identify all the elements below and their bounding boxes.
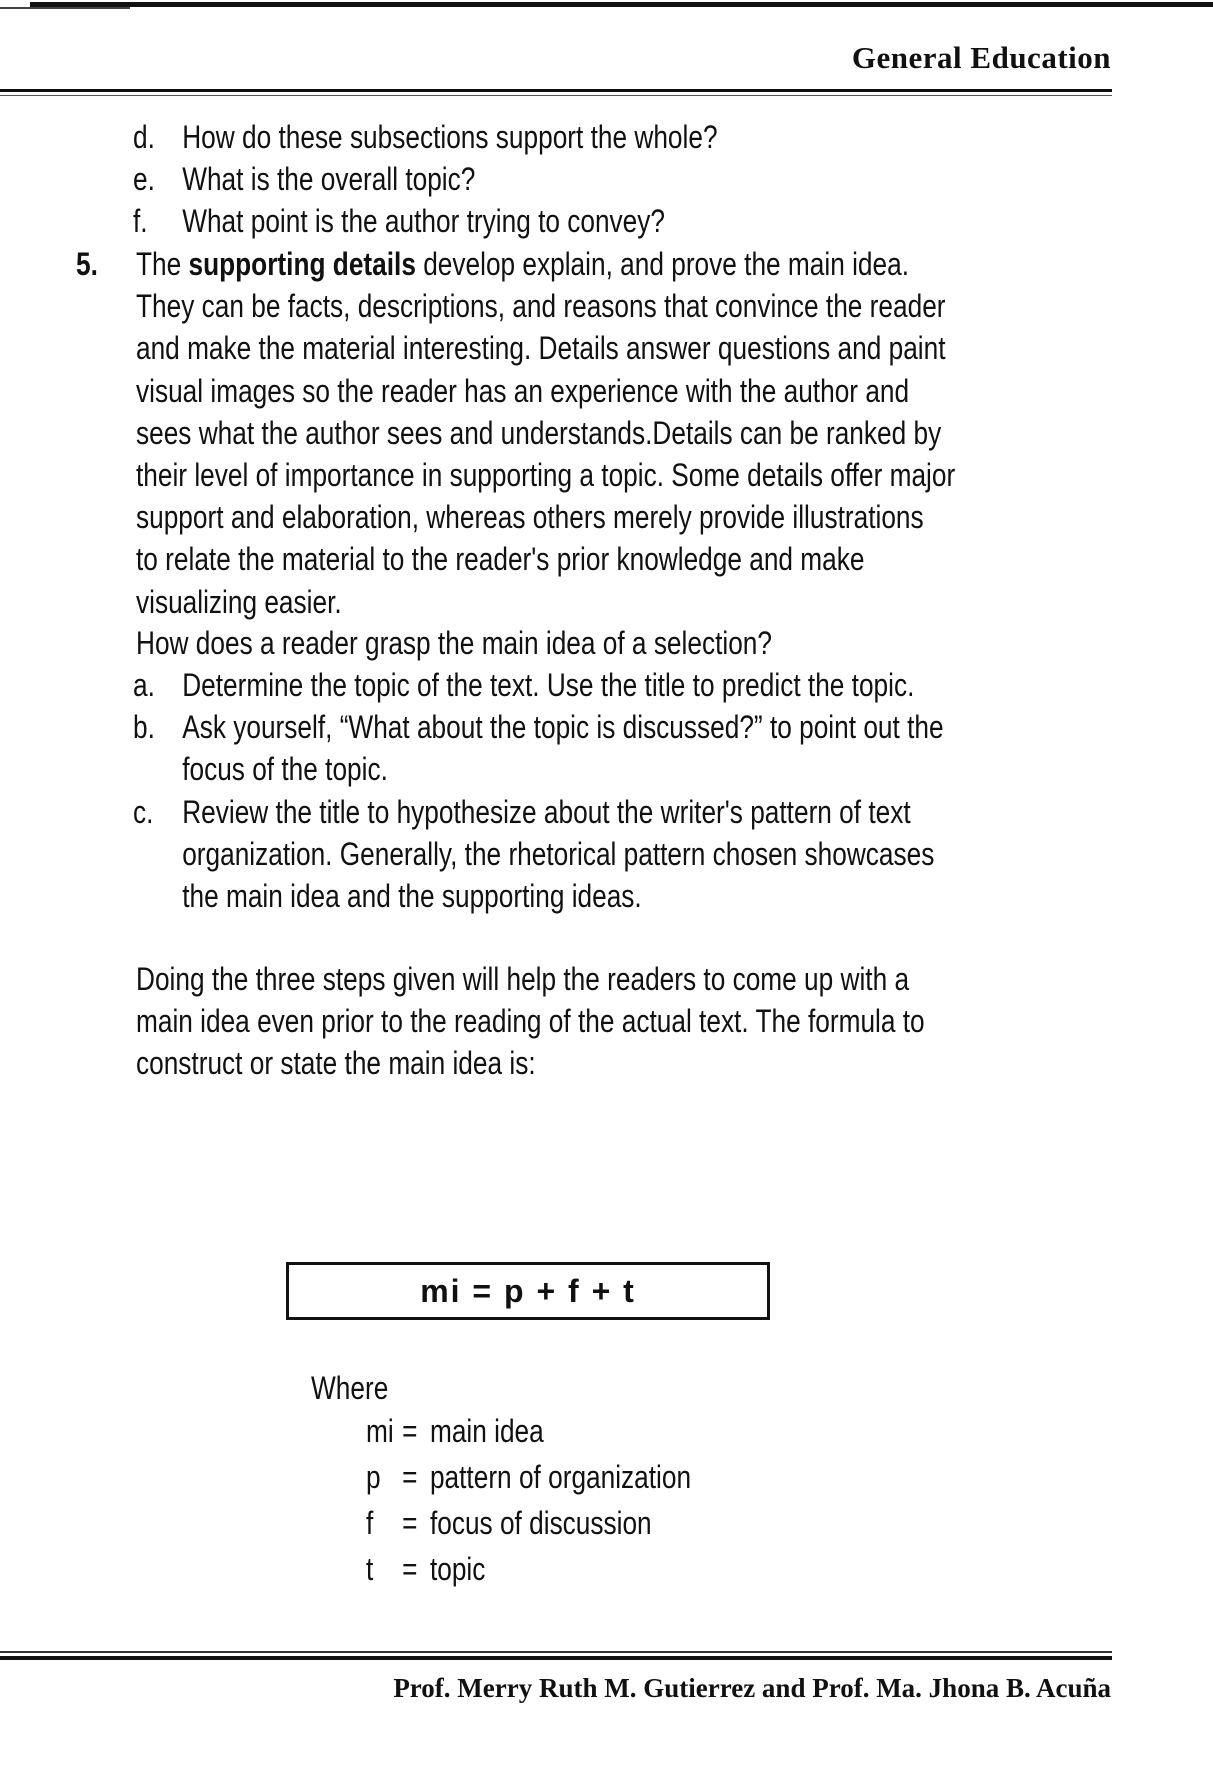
footer-rule-thin xyxy=(0,1651,1112,1653)
list-item-body xyxy=(182,664,914,706)
paragraph-line: their level of importance in supporting a topic. Some details offer major xyxy=(136,456,956,493)
definition-equals: = xyxy=(402,1459,418,1495)
line-text: develop explain, and prove the main idea. xyxy=(415,246,909,282)
list-item-label: f. xyxy=(133,203,148,240)
top-rule-thin xyxy=(0,7,130,9)
paragraph-line: Doing the three steps given will help the readers to come up with a xyxy=(136,961,910,997)
definition-meaning: pattern of organization xyxy=(429,1459,692,1495)
list-item-line: Determine the topic of the text. Use the title to predict the topic. xyxy=(182,667,915,703)
list-item-body xyxy=(182,706,943,790)
top-border-rule xyxy=(0,0,1213,10)
list-item-line: the main idea and the supporting ideas. xyxy=(182,877,642,914)
paragraph-line: visual images so the reader has an experience with the author and xyxy=(136,372,910,409)
list-item-body xyxy=(182,791,934,918)
item-paragraph xyxy=(136,243,1009,623)
footer-rule-thick xyxy=(0,1656,1112,1660)
top-rule-thick xyxy=(30,2,1213,7)
list-item-text: How do these subsections support the whole? xyxy=(182,119,718,155)
definition-equals: = xyxy=(402,1551,418,1587)
formula-box xyxy=(286,1262,770,1320)
paragraph-line: support and elaboration, whereas others merely provide illustrations xyxy=(136,499,924,536)
list-item-text: What is the overall topic? xyxy=(182,161,476,198)
definition-symbol: mi xyxy=(366,1413,394,1449)
list-item-line: organization. Generally, the rhetorical pattern chosen showcases xyxy=(182,835,935,872)
paragraph-line: main idea even prior to the reading of the actual text. The formula to xyxy=(136,1003,925,1040)
header-rule xyxy=(0,89,1112,92)
list-item-line: Review the title to hypothesize about the writer's pattern of text xyxy=(182,793,911,830)
formula: mi = p + f + t xyxy=(420,1272,636,1309)
paragraph-line: visualizing easier. xyxy=(136,583,342,620)
where-label: Where xyxy=(311,1370,389,1406)
list-item-label: a. xyxy=(133,667,155,703)
key-term: supporting details xyxy=(188,246,416,282)
definition-meaning: focus of discussion xyxy=(429,1505,652,1541)
paragraph-line xyxy=(136,243,1009,285)
definition-equals: = xyxy=(402,1505,418,1541)
lead-text: The xyxy=(136,246,189,282)
definition-symbol: p xyxy=(366,1459,381,1495)
definition-equals: = xyxy=(402,1413,418,1449)
paragraph-line: They can be facts, descriptions, and reasons that convince the reader xyxy=(136,288,946,325)
closing-paragraph xyxy=(136,958,1005,1085)
footer-authors: Prof. Merry Ruth M. Gutierrez and Prof. Ma. Jhona B. Acuña xyxy=(393,1673,1111,1703)
definition-symbol: t xyxy=(366,1551,374,1587)
item-number: 5. xyxy=(76,246,98,282)
paragraph-line: construct or state the main idea is: xyxy=(136,1045,536,1082)
header-rule-thin xyxy=(0,95,1112,96)
list-item-label: b. xyxy=(133,709,155,746)
paragraph-line: to relate the material to the reader's prior knowledge and make xyxy=(136,541,865,578)
definition-meaning: topic xyxy=(429,1551,486,1587)
list-item-line: Ask yourself, “What about the topic is discussed?” to point out the xyxy=(182,709,944,746)
definition-meaning: main idea xyxy=(429,1413,544,1449)
definition-symbol: f xyxy=(366,1505,374,1541)
list-item-text: What point is the author trying to convey? xyxy=(182,203,665,240)
list-item-label: c. xyxy=(133,793,154,830)
list-item-line: focus of the topic. xyxy=(182,751,388,788)
running-header-title: General Education xyxy=(851,40,1111,75)
list-item-label: e. xyxy=(133,161,155,198)
section-question-heading: How does a reader grasp the main idea of a selection? xyxy=(136,625,772,661)
paragraph-line: sees what the author sees and understands.Details can be ranked by xyxy=(136,414,942,451)
paragraph-line: and make the material interesting. Details answer questions and paint xyxy=(136,330,946,367)
list-item-label: d. xyxy=(133,119,155,155)
